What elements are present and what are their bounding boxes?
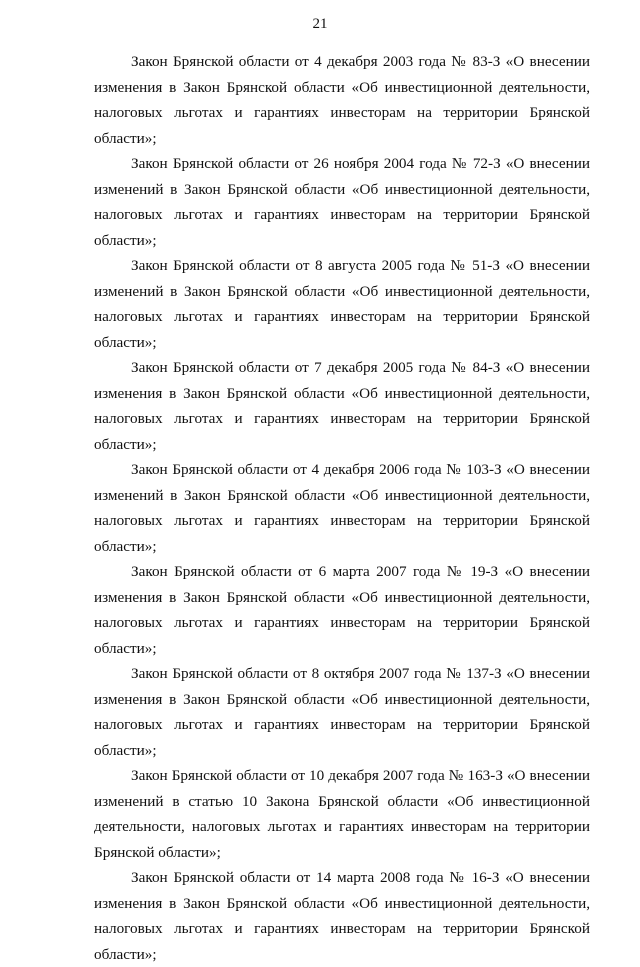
law-paragraph: Закон Брянской области от 4 декабря 2003 года № 83-З «О внесении изменения в Закон Брянской области «Об инвестиционной деятельности, налоговых льготах и гарантиях инвесторам на территории Брянской области»; [94,53,590,147]
law-paragraph: Закон Брянской области от 10 декабря 2007 года № 163-З «О внесении изменений в статью 10 Закона Брянской области «Об инвестиционной деятельности, налоговых льготах и гарантиях инвесторам на территории Брянской области»; [94,767,590,861]
law-paragraph: Закон Брянской области от 4 декабря 2006 года № 103-З «О внесении изменений в Закон Брянской области «Об инвестиционной деятельности, налоговых льготах и гарантиях инвесторам на территории Брянской области»; [94,461,590,555]
law-paragraph: Закон Брянской области от 14 марта 2008 года № 16-З «О внесении изменения в Закон Брянской области «Об инвестиционной деятельности, налоговых льготах и гарантиях инвесторам на территории Брянской области»; [94,869,590,963]
law-paragraph: Закон Брянской области от 8 августа 2005 года № 51-З «О внесении изменений в Закон Брянской области «Об инвестиционной деятельности, налоговых льготах и гарантиях инвесторам на территории Брянской области»; [94,257,590,351]
page-number: 21 [312,16,328,32]
document-body [94,49,590,967]
law-paragraph: Закон Брянской области от 26 ноября 2004 года № 72-З «О внесении изменений в Закон Брянской области «Об инвестиционной деятельности, налоговых льготах и гарантиях инвесторам на территории Брянской области»; [94,155,590,249]
law-paragraph: Закон Брянской области от 6 марта 2007 года № 19-З «О внесении изменения в Закон Брянской области «Об инвестиционной деятельности, налоговых льготах и гарантиях инвесторам на территории Брянской области»; [94,563,590,657]
law-paragraph: Закон Брянской области от 7 декабря 2005 года № 84-З «О внесении изменения в Закон Брянской области «Об инвестиционной деятельности, налоговых льготах и гарантиях инвесторам на территории Брянской области»; [94,359,590,453]
law-paragraph: Закон Брянской области от 8 октября 2007 года № 137-З «О внесении изменения в Закон Брянской области «Об инвестиционной деятельности, налоговых льготах и гарантиях инвесторам на территории Брянской области»; [94,665,590,759]
